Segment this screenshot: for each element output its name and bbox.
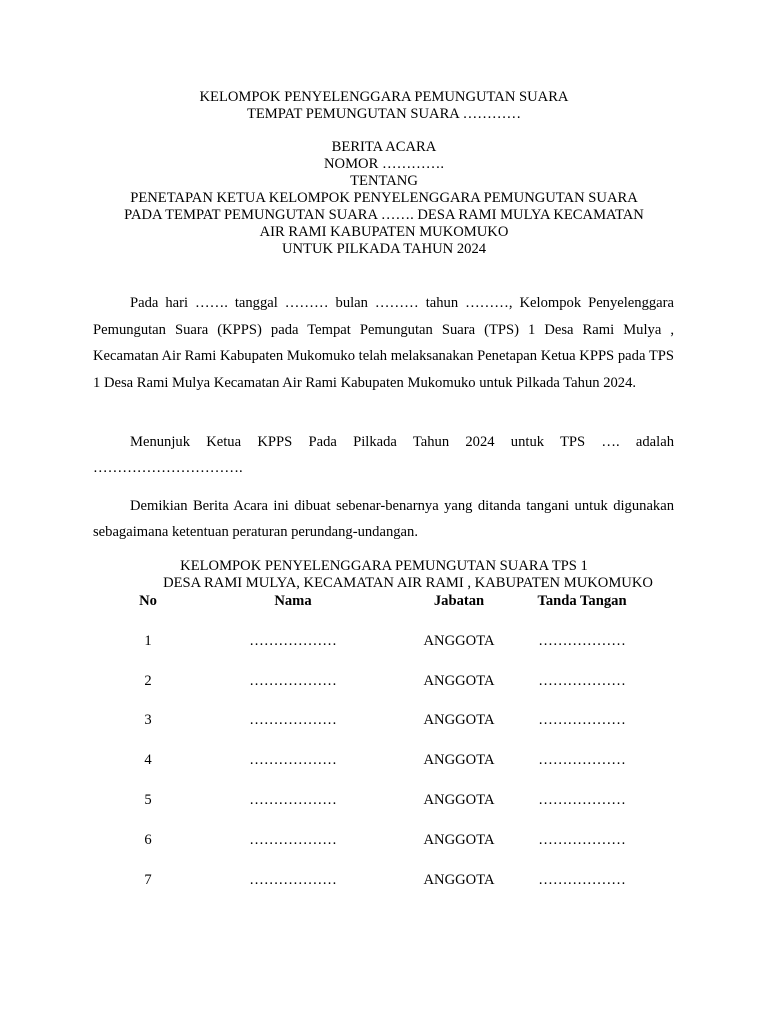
document-subject-line3: AIR RAMI KABUPATEN MUKOMUKO [259,224,509,240]
table-row [0,632,768,650]
table-title-line1: KELOMPOK PENYELENGGARA PEMUNGUTAN SUARA TPS 1 [180,558,588,574]
row-jabatan: ANGGOTA [423,712,495,728]
body-paragraph-3: Demikian Berita Acara ini dibuat sebenar-benarnya yang ditanda tangani untuk digunakan sebagaimana ketentuan peraturan perundang-undangan. [93,498,674,540]
table-row [0,831,768,849]
header-title-block [0,139,768,258]
row-tanda-tangan: ……………… [538,792,626,808]
row-tanda-tangan: ……………… [538,752,626,768]
table-row [0,672,768,690]
row-jabatan: ANGGOTA [423,752,495,768]
row-jabatan: ANGGOTA [423,633,495,649]
document-about: TENTANG [350,173,418,189]
row-no: 1 [144,633,152,649]
document-subject-line4: UNTUK PILKADA TAHUN 2024 [281,241,487,257]
row-tanda-tangan: ……………… [538,832,626,848]
table-row [0,791,768,809]
row-no: 4 [144,752,152,768]
row-jabatan: ANGGOTA [423,673,495,689]
row-no: 7 [144,872,152,888]
header-institution-line2: TEMPAT PEMUNGUTAN SUARA ………… [246,106,522,122]
table-header-no: No [139,593,157,609]
row-no: 6 [144,832,152,848]
table-row [0,871,768,889]
row-nama: ……………… [249,792,337,808]
table-row [0,751,768,769]
table-header-tanda-tangan: Tanda Tangan [537,593,627,609]
row-nama: ……………… [249,673,337,689]
table-row [0,711,768,729]
body-paragraph-1: Pada hari ……. tanggal ……… bulan ……… tahun ………, Kelompok Penyelenggara Pemungutan Suara (KPPS) pada Tempat Pemungutan Suara (TPS) 1 Desa Rami Mulya , Kecamatan Air Rami Kabupaten Mukomuko telah melaksanakan Penetapan Ketua KPPS pada TPS 1 Desa Rami Mulya Kecamatan Air Rami Kabupaten Mukomuko untuk Pilkada Tahun 2024. [93,295,674,391]
document-subject-line1: PENETAPAN KETUA KELOMPOK PENYELENGGARA PEMUNGUTAN SUARA [130,190,638,206]
row-tanda-tangan: ……………… [538,633,626,649]
header-institution-line1: KELOMPOK PENYELENGGARA PEMUNGUTAN SUARA [199,89,569,105]
row-nama: ……………… [249,752,337,768]
body-paragraph-2 [93,429,674,481]
row-nama: ……………… [249,712,337,728]
table-header-jabatan: Jabatan [433,593,485,609]
row-nama: ……………… [249,633,337,649]
table-header-nama: Nama [274,593,312,609]
document-subject-line2: PADA TEMPAT PEMUNGUTAN SUARA ……. DESA RAMI MULYA KECAMATAN [124,207,644,223]
row-no: 2 [144,673,152,689]
row-jabatan: ANGGOTA [423,792,495,808]
document-number: NOMOR …………. [324,156,444,172]
row-no: 5 [144,792,152,808]
row-jabatan: ANGGOTA [423,872,495,888]
row-tanda-tangan: ……………… [538,673,626,689]
table-title [0,558,768,592]
table-title-line2: DESA RAMI MULYA, KECAMATAN AIR RAMI , KABUPATEN MUKOMUKO [163,575,653,591]
header-institution [0,89,768,123]
table-header-row [0,592,768,610]
row-nama: ……………… [249,872,337,888]
row-tanda-tangan: ……………… [538,712,626,728]
body-paragraph-2-line2: …………………………. [93,460,243,476]
document-title: BERITA ACARA [331,139,437,155]
body-paragraph-2-line1: Menunjuk Ketua KPPS Pada Pilkada Tahun 2024 untuk TPS …. adalah [130,434,674,450]
row-jabatan: ANGGOTA [423,832,495,848]
row-nama: ……………… [249,832,337,848]
row-tanda-tangan: ……………… [538,872,626,888]
row-no: 3 [144,712,152,728]
